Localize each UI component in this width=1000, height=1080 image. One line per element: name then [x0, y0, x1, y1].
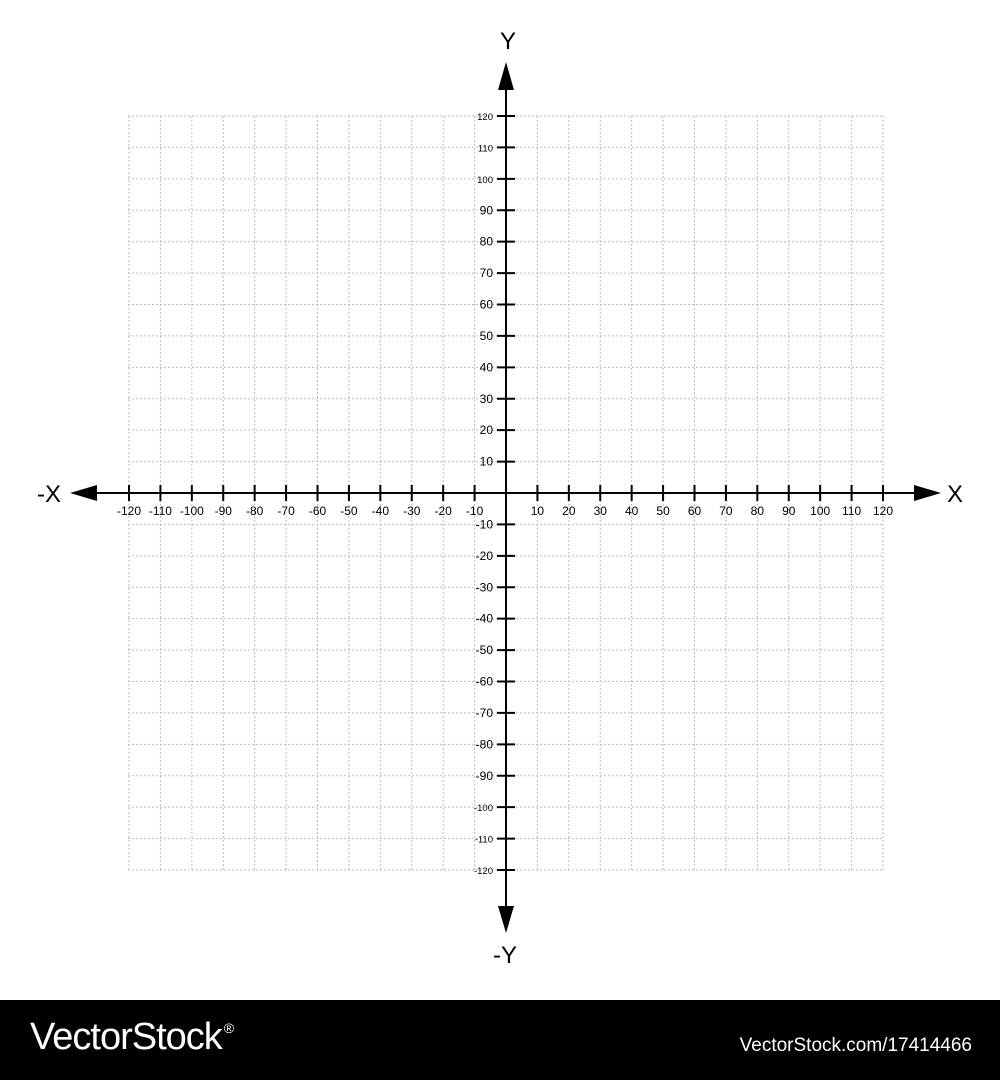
y-tick-label: 50 [479, 328, 493, 343]
x-tick-label: -50 [340, 504, 358, 518]
x-tick-label: 80 [750, 504, 765, 518]
y-axis-negative-title: -Y [493, 942, 517, 969]
x-tick-label: -10 [465, 504, 484, 518]
y-tick-label: 30 [479, 391, 493, 406]
y-tick-label: -30 [475, 580, 493, 595]
y-axis-arrow-up [498, 62, 514, 90]
logo-text: VectorStock [30, 1016, 222, 1058]
y-tick-label: 90 [479, 203, 493, 218]
y-tick-label: -110 [474, 834, 493, 846]
x-tick-label: 30 [593, 504, 607, 518]
x-tick-label: -80 [245, 504, 264, 518]
y-axis-arrow-down [498, 906, 514, 933]
x-axis-title: X [946, 481, 964, 508]
x-tick-label: 100 [810, 504, 831, 518]
y-tick-label: 10 [479, 454, 493, 469]
registered-mark: ® [223, 1020, 234, 1036]
y-tick-label: -70 [475, 705, 493, 720]
y-tick-label: -100 [473, 803, 493, 815]
image-id-text: VectorStock.com/17414466 [739, 1035, 972, 1056]
y-tick-label: 40 [479, 360, 493, 375]
x-tick-label: -100 [179, 504, 204, 518]
y-axis-title: Y [499, 28, 517, 55]
y-tick-label: -90 [475, 768, 493, 783]
axes [70, 62, 941, 933]
x-tick-label: -120 [116, 504, 142, 518]
x-axis-arrow-right [914, 485, 941, 501]
y-tick-label: -120 [473, 866, 493, 877]
x-tick-label: 110 [842, 504, 862, 518]
x-tick-label: -70 [277, 504, 295, 518]
x-tick-label: 10 [530, 504, 545, 518]
x-tick-label: 50 [656, 504, 670, 518]
y-tick-label: -60 [475, 674, 493, 689]
y-tick-label: 120 [477, 112, 493, 123]
y-tick-label: -50 [475, 643, 493, 658]
x-tick-label: -20 [434, 504, 452, 518]
x-tick-label: -110 [148, 504, 172, 518]
x-tick-label: -60 [308, 504, 327, 518]
x-tick-label: 40 [624, 504, 639, 518]
x-tick-label: 60 [687, 504, 702, 518]
x-tick-label: 70 [719, 504, 733, 518]
x-tick-label: -40 [371, 504, 390, 518]
y-tick-label: -20 [475, 548, 493, 563]
y-tick-label: 80 [479, 234, 493, 249]
x-axis-negative-title: -X [37, 481, 61, 508]
x-tick-label: 120 [872, 504, 894, 518]
y-tick-label: 100 [477, 174, 493, 186]
x-tick-label: 90 [782, 504, 796, 518]
x-tick-label: -90 [214, 504, 232, 518]
y-tick-label: 20 [479, 423, 493, 438]
y-tick-label: 110 [477, 143, 493, 155]
x-tick-label: -30 [403, 504, 421, 518]
y-tick-label: -10 [475, 517, 493, 532]
vectorstock-logo [30, 1016, 233, 1059]
x-axis-arrow-left [70, 485, 97, 501]
x-tick-label: 20 [562, 504, 576, 518]
y-tick-label: 70 [479, 266, 493, 281]
y-tick-label: -80 [475, 737, 493, 752]
y-tick-label: -40 [475, 611, 493, 626]
footer-banner [0, 1000, 1000, 1080]
y-tick-label: 60 [479, 297, 493, 312]
